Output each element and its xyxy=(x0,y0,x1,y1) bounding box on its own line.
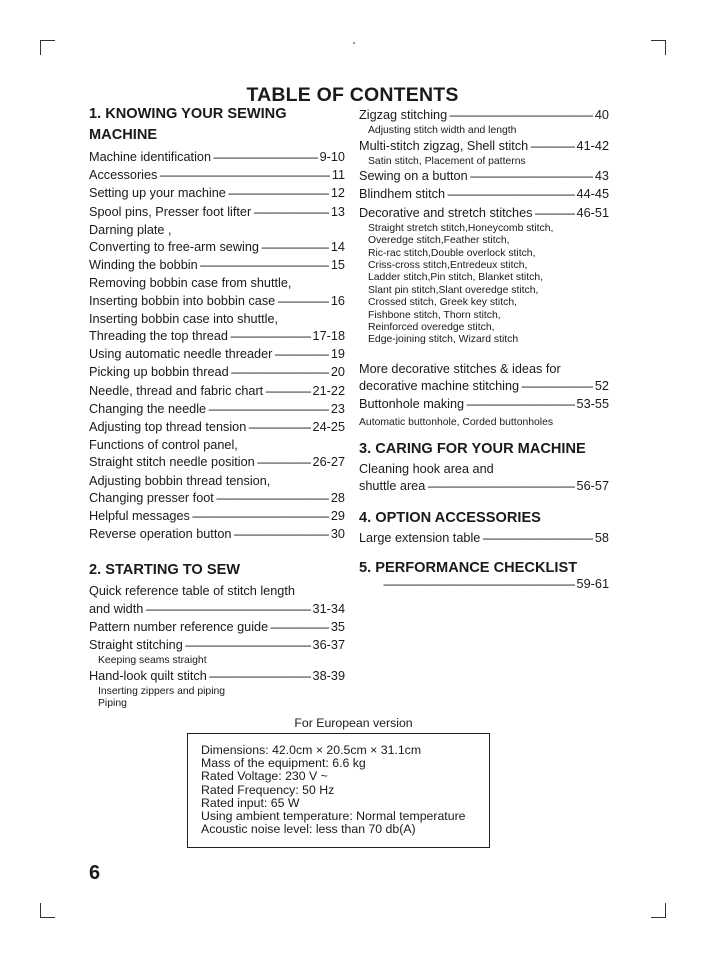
toc-entry-page: 15 xyxy=(330,258,345,273)
toc-entry-text: Pattern number reference guide xyxy=(89,619,269,634)
dot-leader xyxy=(383,576,575,594)
toc-entry[interactable]: Adjusting bobbin thread tension, xyxy=(89,473,271,488)
specifications-box xyxy=(187,733,490,848)
toc-entry-page: 52 xyxy=(594,379,609,394)
toc-entry-page: 35 xyxy=(330,619,345,634)
toc-entry[interactable]: Quick reference table of stitch length xyxy=(89,584,295,599)
toc-entry[interactable] xyxy=(89,204,345,222)
spec-line: Mass of the equipment: 6.6 kg xyxy=(201,756,366,771)
spec-line: Using ambient temperature: Normal temperature xyxy=(201,809,466,824)
toc-subentry: Edge-joining stitch, Wizard stitch xyxy=(368,334,519,346)
toc-entry[interactable] xyxy=(89,185,345,203)
dot-leader xyxy=(530,138,574,156)
toc-entry-page: 56-57 xyxy=(576,479,609,494)
toc-entry-page: 43 xyxy=(594,169,609,184)
toc-entry[interactable]: Darning plate , xyxy=(89,222,172,237)
dot-leader xyxy=(213,149,318,167)
toc-entry-page: 13 xyxy=(330,204,345,219)
toc-entry-text: Machine identification xyxy=(89,150,212,164)
dot-leader xyxy=(521,378,593,396)
toc-entry[interactable] xyxy=(359,168,609,186)
toc-entry[interactable] xyxy=(89,490,345,508)
toc-entry[interactable] xyxy=(89,346,345,364)
toc-entry-text: Inserting bobbin into bobbin case xyxy=(89,293,276,308)
toc-entry-page: 29 xyxy=(330,509,345,524)
toc-subentry: Keeping seams straight xyxy=(98,655,207,667)
dot-leader xyxy=(261,239,329,257)
section-heading-options: 4. OPTION ACCESSORIES xyxy=(359,510,541,527)
toc-entry[interactable] xyxy=(359,186,609,204)
toc-entry[interactable]: Cleaning hook area and xyxy=(359,461,494,476)
knowing-entries xyxy=(89,149,345,544)
toc-right-column xyxy=(359,107,609,594)
toc-entry-text: Converting to free-arm sewing xyxy=(89,240,259,255)
toc-entry-page: 16 xyxy=(330,293,345,308)
toc-entry-page: 11 xyxy=(331,168,345,183)
toc-entry-page: 14 xyxy=(330,240,345,255)
toc-entry[interactable] xyxy=(359,378,609,396)
toc-subentry: Automatic buttonhole, Corded buttonholes xyxy=(359,416,554,428)
toc-entry-page: 31-34 xyxy=(312,601,345,616)
toc-subentry: Crossed stitch, Greek key stitch, xyxy=(368,297,517,309)
spec-line: Rated input: 65 W xyxy=(201,795,300,810)
spec-line: Dimensions: 42.0cm × 20.5cm × 31.1cm xyxy=(201,743,422,757)
toc-entry[interactable] xyxy=(89,419,345,437)
crop-mark-top-right xyxy=(651,40,666,55)
toc-entry-text: Large extension table xyxy=(359,531,481,546)
crop-mark-top-left xyxy=(40,40,55,55)
toc-entry-text: Straight stitching xyxy=(89,638,183,653)
toc-entry[interactable] xyxy=(359,576,609,594)
toc-entry[interactable]: Inserting bobbin case into shuttle, xyxy=(89,311,279,326)
toc-entry-page: 40 xyxy=(594,108,609,122)
toc-entry-text: Hand-look quilt stitch xyxy=(89,668,207,683)
toc-entry[interactable] xyxy=(89,149,345,167)
toc-subentry: Reinforced overedge stitch, xyxy=(368,322,495,334)
toc-entry-text: shuttle area xyxy=(359,479,426,494)
crop-mark-bottom-left xyxy=(40,903,55,918)
toc-entry-page: 41-42 xyxy=(576,138,609,153)
toc-entry-page: 20 xyxy=(330,365,345,380)
stitch-entries xyxy=(359,107,609,347)
section-heading-performance: 5. PERFORMANCE CHECKLIST xyxy=(359,559,578,576)
toc-subentry: Piping xyxy=(98,698,127,710)
page-number: 6 xyxy=(89,862,101,884)
toc-entry-text: Sewing on a button xyxy=(359,169,468,184)
toc-entry[interactable] xyxy=(89,328,345,346)
toc-entry-text: Using automatic needle threader xyxy=(89,347,273,362)
dot-leader xyxy=(159,167,329,185)
toc-entry[interactable] xyxy=(359,530,609,548)
toc-entry-text: Picking up bobbin thread xyxy=(89,365,229,380)
crop-mark-bottom-right xyxy=(651,903,666,918)
toc-entry-page: 23 xyxy=(330,401,345,416)
toc-entry[interactable] xyxy=(89,257,345,275)
toc-entry-page: 26-27 xyxy=(312,455,345,470)
toc-entry-page: 44-45 xyxy=(576,187,609,202)
toc-entry-page: 9-10 xyxy=(319,150,345,164)
toc-entry-page: 59-61 xyxy=(576,576,609,591)
dot-leader xyxy=(248,419,310,437)
toc-entry-page: 21-22 xyxy=(312,383,345,398)
toc-subentry: Overedge stitch,Feather stitch, xyxy=(368,235,510,247)
toc-entry-text: Winding the bobbin xyxy=(89,258,198,273)
dot-leader xyxy=(200,257,329,275)
toc-subentry: Inserting zippers and piping xyxy=(98,685,226,697)
dot-leader xyxy=(216,490,329,508)
toc-entry-text: Changing presser foot xyxy=(89,490,214,505)
toc-entry-text: Changing the needle xyxy=(89,401,207,416)
toc-entry[interactable] xyxy=(89,619,345,637)
dot-leader xyxy=(274,346,329,364)
toc-entry-text: Multi-stitch zigzag, Shell stitch xyxy=(359,138,529,153)
toc-entry[interactable] xyxy=(89,668,345,686)
toc-subentry: Ladder stitch,Pin stitch, Blanket stitch, xyxy=(368,272,543,284)
toc-entry[interactable]: More decorative stitches & ideas for xyxy=(359,361,561,376)
toc-entry-text: Adjusting top thread tension xyxy=(89,420,247,435)
european-version-title: For European version xyxy=(294,716,413,730)
dot-leader xyxy=(228,185,329,203)
toc-entry-text: and width xyxy=(89,601,144,616)
toc-entry[interactable]: Functions of control panel, xyxy=(89,438,238,453)
dot-leader xyxy=(233,526,328,544)
toc-entry[interactable] xyxy=(89,508,345,526)
spec-line: Rated Voltage: 230 V ~ xyxy=(201,769,328,784)
dot-leader xyxy=(230,328,311,346)
toc-entry-text: Needle, thread and fabric chart xyxy=(89,383,264,398)
toc-entry[interactable] xyxy=(89,526,345,544)
dot-leader xyxy=(466,396,574,414)
section-heading-starting: 2. STARTING TO SEW xyxy=(89,562,241,579)
dot-leader xyxy=(270,619,329,637)
toc-entry[interactable] xyxy=(89,167,345,185)
toc-subentry: Ric-rac stitch,Double overlock stitch, xyxy=(368,247,536,259)
toc-entry-text: Helpful messages xyxy=(89,509,190,524)
dot-leader xyxy=(257,454,311,472)
dot-leader xyxy=(209,668,311,686)
toc-entry[interactable] xyxy=(89,637,345,655)
toc-entry-text: Straight stitch needle position xyxy=(89,455,255,470)
dot-leader xyxy=(534,205,574,223)
toc-entry[interactable] xyxy=(89,364,345,382)
toc-subentry: Criss-cross stitch,Entredeux stitch, xyxy=(368,260,528,272)
toc-entry[interactable] xyxy=(359,478,609,496)
toc-entry-text: Reverse operation button xyxy=(89,527,232,542)
dot-leader xyxy=(265,383,310,401)
toc-entry-text: Decorative and stretch stitches xyxy=(359,205,533,220)
page-title: TABLE OF CONTENTS xyxy=(246,84,459,106)
dot-leader xyxy=(447,186,575,204)
toc-entry-text: Spool pins, Presser foot lifter xyxy=(89,204,252,219)
toc-entry-page: 58 xyxy=(594,531,609,546)
toc-entry-page: 12 xyxy=(330,186,345,201)
section-heading-caring: 3. CARING FOR YOUR MACHINE xyxy=(359,440,586,457)
spec-line: Acoustic noise level: less than 70 db(A) xyxy=(201,822,416,837)
dot-leader xyxy=(192,508,329,526)
toc-entry-page: 24-25 xyxy=(312,420,345,435)
toc-entry[interactable] xyxy=(359,205,609,223)
toc-entry[interactable] xyxy=(89,401,345,419)
toc-subentry: Satin stitch, Placement of patterns xyxy=(368,155,526,167)
toc-entry[interactable] xyxy=(89,454,345,472)
dot-leader xyxy=(427,478,574,496)
dot-leader xyxy=(470,168,593,186)
toc-subentry: Fishbone stitch, Thorn stitch, xyxy=(368,309,501,321)
toc-entry-text: Buttonhole making xyxy=(359,397,465,412)
dot-leader xyxy=(231,364,329,382)
dot-leader xyxy=(208,401,329,419)
toc-entry[interactable] xyxy=(359,396,609,414)
toc-entry[interactable] xyxy=(89,601,345,619)
toc-entry-text: Zigzag stitching xyxy=(359,108,448,122)
toc-entry-page: 17-18 xyxy=(312,329,345,344)
toc-entry-text: Threading the top thread xyxy=(89,329,228,344)
toc-entry-text: Setting up your machine xyxy=(89,186,226,201)
toc-entry[interactable] xyxy=(89,293,345,311)
starting-entries xyxy=(89,583,345,710)
toc-entry[interactable]: Removing bobbin case from shuttle, xyxy=(89,276,292,291)
dot-leader xyxy=(145,601,310,619)
toc-entry-text: decorative machine stitching xyxy=(359,379,520,394)
toc-entry-page: 46-51 xyxy=(576,205,609,220)
toc-entry[interactable] xyxy=(89,239,345,257)
registration-dot xyxy=(353,42,355,44)
dot-leader xyxy=(277,293,329,311)
toc-subentry: Slant pin stitch,Slant overedge stitch, xyxy=(368,284,539,296)
toc-entry-page: 30 xyxy=(330,527,345,542)
dot-leader xyxy=(185,637,311,655)
toc-entry-page: 38-39 xyxy=(312,668,345,683)
dot-leader xyxy=(449,107,593,125)
spec-line: Rated Frequency: 50 Hz xyxy=(201,782,335,797)
toc-entry-text: Blindhem stitch xyxy=(359,187,446,202)
toc-entry[interactable] xyxy=(89,383,345,401)
dot-leader xyxy=(482,530,593,548)
section-heading-knowing: 1. KNOWING YOUR SEWING xyxy=(89,106,287,122)
section-heading-knowing-cont: MACHINE xyxy=(89,127,158,143)
toc-subentry: Straight stretch stitch,Honeycomb stitch, xyxy=(368,222,554,234)
toc-subentry: Adjusting stitch width and length xyxy=(368,125,517,137)
toc-left-column xyxy=(89,104,345,711)
toc-entry-text: Accessories xyxy=(89,168,158,183)
toc-entry[interactable] xyxy=(359,107,609,125)
toc-entry-page: 53-55 xyxy=(576,397,609,412)
toc-entry[interactable] xyxy=(359,138,609,156)
toc-entry-page: 28 xyxy=(330,490,345,505)
dot-leader xyxy=(253,204,329,222)
toc-entry-page: 19 xyxy=(330,347,345,362)
toc-entry-page: 36-37 xyxy=(312,638,345,653)
